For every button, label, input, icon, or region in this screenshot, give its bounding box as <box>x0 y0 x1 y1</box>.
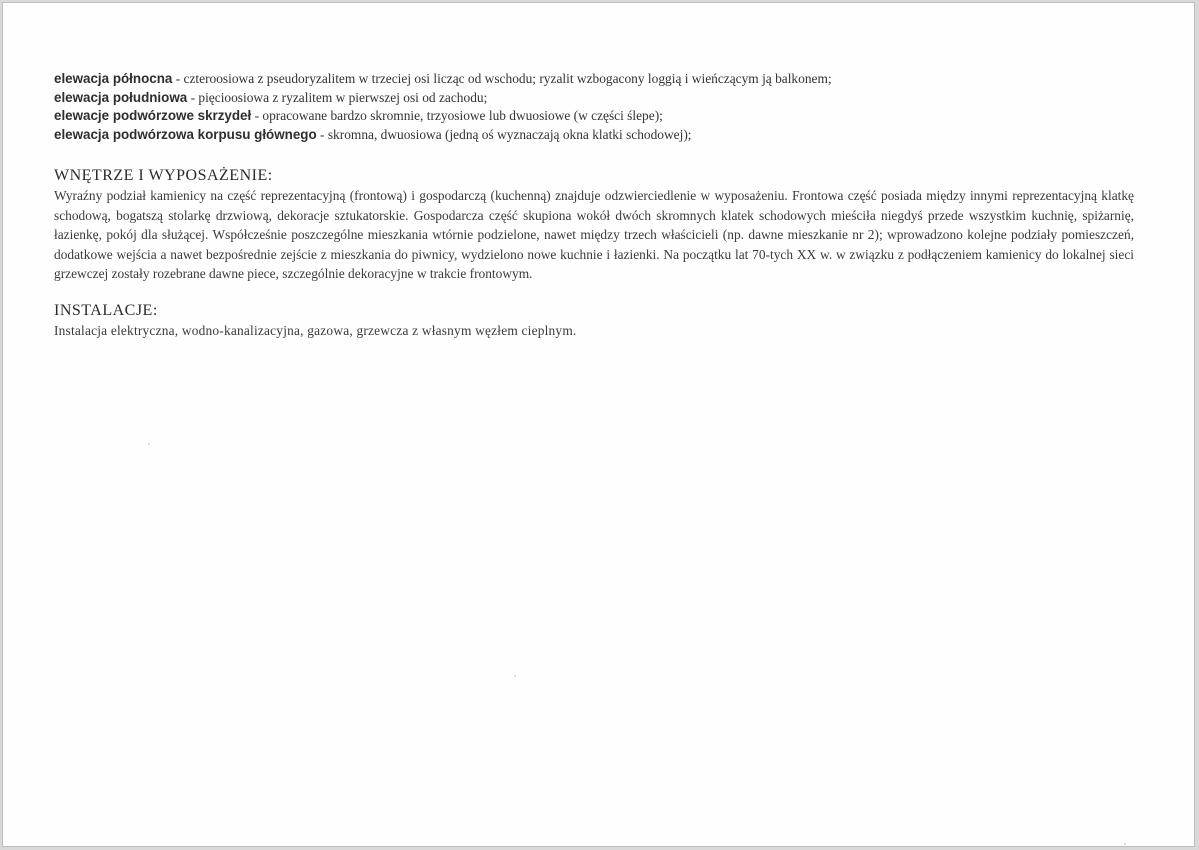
elevation-item-south <box>54 89 1134 108</box>
elevation-description: opracowane bardzo skromnie, trzyosiowe lub dwuosiowe (w części ślepe); <box>262 108 663 124</box>
elevation-item-north <box>54 70 1134 89</box>
document-content <box>54 70 1134 341</box>
elevation-item-courtyard-main <box>54 126 1134 145</box>
elevation-description: pięcioosiowa z ryzalitem w pierwszej osi od zachodu; <box>198 89 488 105</box>
elevation-term: elewacja południowa <box>54 89 188 105</box>
interior-text: Wyraźny podział kamienicy na część reprezentacyjną (frontową) i gospodarczą (kuchenną) znajduje odzwierciedlenie w wyposażeniu. Frontowa część posiada między innymi reprezentacyjną klatkę schodową, bogatszą stolarkę drzwiową, dekoracje sztukatorskie. Gospodarcza część skupiona wokół dwóch skromnych klatek schodowych mieściła niegdyś przede wszystkim kuchnię, spiżarnię, łazienkę, pokój dla służącej. Współcześnie poszczególne mieszkania wtórnie podzielone, nawet między trzech właścicieli (np. dawne mieszkanie nr 2); wprowadzono kolejne podziały pomieszczeń, dodatkowe wejścia a nawet bezpośrednie zejście z mieszkania do piwnicy, wydzielono nowe kuchnie i łazienki. Na początku lat 70-tych XX w. w związku z podłączeniem kamienicy do lokalnej sieci grzewczej zostały rozebrane dawne piece, szczególnie dekoracyjne w trakcie frontowym. <box>54 188 1134 281</box>
installations-heading: INSTALACJE: <box>54 302 158 320</box>
elevation-separator: - <box>190 89 196 105</box>
scan-speck <box>514 675 516 677</box>
elevations-list <box>54 70 1134 144</box>
interior-heading: WNĘTRZE I WYPOSAŻENIE: <box>54 167 273 185</box>
elevation-description: skromna, dwuosiowa (jedną oś wyznaczają okna klatki schodowej); <box>327 126 692 142</box>
elevation-term: elewacja północna <box>54 71 173 86</box>
elevation-item-courtyard-wings <box>54 107 1134 126</box>
installations-text: Instalacja elektryczna, wodno-kanalizacyjna, gazowa, grzewcza z własnym węzłem cieplnym. <box>54 323 577 339</box>
elevation-separator: - <box>254 108 260 124</box>
elevation-description: czteroosiowa z pseudoryzalitem w trzeciej osi licząc od wschodu; ryzalit wzbogacony loggią i wieńczącym ją balkonem; <box>183 71 832 86</box>
scan-speck <box>148 443 150 445</box>
scan-speck <box>1124 843 1126 845</box>
elevation-term: elewacja podwórzowa korpusu głównego <box>54 126 317 142</box>
document-page <box>2 2 1195 847</box>
elevation-term: elewacje podwórzowe skrzydeł <box>54 108 252 124</box>
elevation-separator: - <box>320 126 325 142</box>
elevation-separator: - <box>175 71 181 86</box>
